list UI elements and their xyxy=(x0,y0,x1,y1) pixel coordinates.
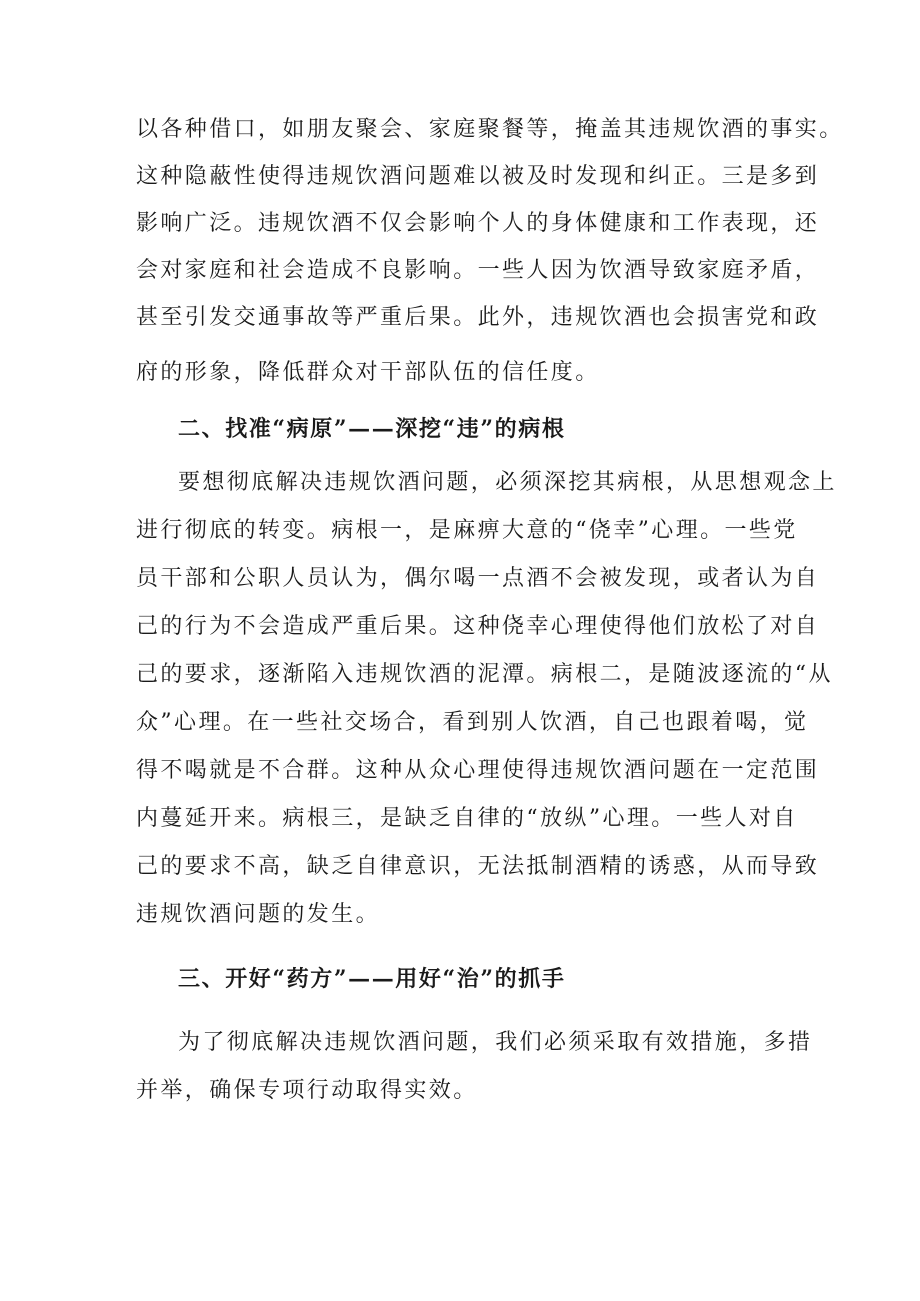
paragraph-2-line-8: 内蔓延开来。病根三，是缺乏自律的“放纵”心理。一些人对自 xyxy=(136,806,798,831)
section-heading-3: 三、开好“药方”——用好“治”的抓手 xyxy=(178,966,566,992)
paragraph-2-line-5: 己的要求，逐渐陷入违规饮酒的泥潭。病根二，是随波逐流的“从 xyxy=(136,662,833,687)
paragraph-2-line-1: 要想彻底解决违规饮酒问题，必须深挖其病根，从思想观念上 xyxy=(178,470,837,495)
paragraph-1-line-1: 以各种借口，如朋友聚会、家庭聚餐等，掩盖其违规饮酒的事实。 xyxy=(136,117,844,142)
paragraph-2-line-2: 进行彻底的转变。病根一，是麻痹大意的“侥幸”心理。一些党 xyxy=(136,518,798,543)
paragraph-2-line-9: 己的要求不高，缺乏自律意识，无法抵制酒精的诱惑，从而导致 xyxy=(136,854,820,879)
paragraph-1-line-2: 这种隐蔽性使得违规饮酒问题难以被及时发现和纠正。三是多到 xyxy=(136,164,820,189)
section-heading-2: 二、找准“病原”——深挖“违”的病根 xyxy=(178,416,566,442)
paragraph-1-line-5: 甚至引发交通事故等严重后果。此外，违规饮酒也会损害党和政 xyxy=(136,305,820,330)
paragraph-1-line-4: 会对家庭和社会造成不良影响。一些人因为饮酒导致家庭矛盾， xyxy=(136,258,820,283)
paragraph-1-line-3: 影响广泛。违规饮酒不仅会影响个人的身体健康和工作表现，还 xyxy=(136,211,820,236)
paragraph-3-line-1: 为了彻底解决违规饮酒问题，我们必须采取有效措施，多措 xyxy=(178,1030,813,1055)
paragraph-2-line-6: 众”心理。在一些社交场合，看到别人饮酒，自己也跟着喝，觉 xyxy=(136,710,809,735)
paragraph-3-line-2: 并举，确保专项行动取得实效。 xyxy=(136,1078,478,1103)
paragraph-2-line-7: 得不喝就是不合群。这种从众心理使得违规饮酒问题在一定范围 xyxy=(136,758,820,783)
paragraph-1-line-6: 府的形象，降低群众对干部队伍的信任度。 xyxy=(136,360,600,385)
paragraph-2-line-10: 违规饮酒问题的发生。 xyxy=(136,902,381,927)
paragraph-2-line-4: 己的行为不会造成严重后果。这种侥幸心理使得他们放松了对自 xyxy=(136,614,820,639)
paragraph-2-line-3: 员干部和公职人员认为，偶尔喝一点酒不会被发现，或者认为自 xyxy=(136,566,820,591)
